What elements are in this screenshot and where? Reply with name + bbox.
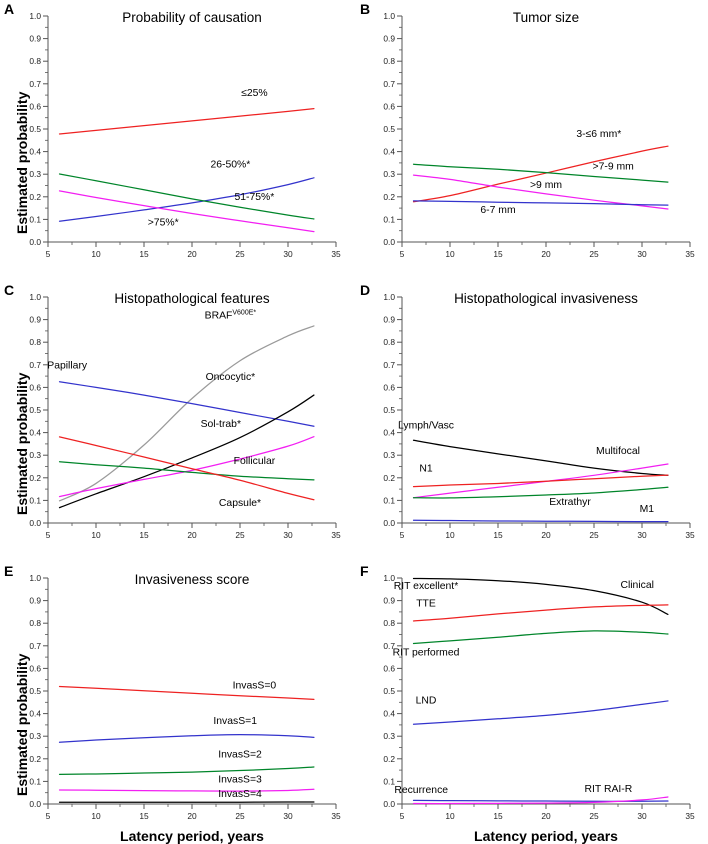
x-tick-label: 10 xyxy=(445,530,455,540)
x-tick-label: 15 xyxy=(493,249,503,259)
series-label: InvasS=0 xyxy=(233,680,277,691)
y-tick-label: 0.9 xyxy=(383,315,395,325)
panel-letter-f: F xyxy=(360,564,369,578)
y-tick-label: 1.0 xyxy=(383,573,395,583)
y-tick-label: 0.7 xyxy=(29,641,41,651)
y-tick-label: 0.8 xyxy=(29,337,41,347)
y-tick-label: 0.3 xyxy=(383,169,395,179)
x-tick-label: 10 xyxy=(445,811,455,821)
axes xyxy=(383,11,695,259)
x-tick-label: 20 xyxy=(187,249,197,259)
series-b-3 xyxy=(414,201,668,216)
x-tick-label: 20 xyxy=(541,530,551,540)
x-tick-label: 30 xyxy=(283,530,293,540)
series-line xyxy=(60,178,314,221)
x-tick-label: 5 xyxy=(400,530,405,540)
y-tick-label: 0.4 xyxy=(29,147,41,157)
y-tick-label: 0.6 xyxy=(383,101,395,111)
plot-title-d: Histopathological invasiveness xyxy=(402,291,690,306)
y-tick-label: 1.0 xyxy=(29,292,41,302)
series-label: Extrathyr xyxy=(549,497,591,508)
series-line xyxy=(414,201,668,205)
plot-area-e xyxy=(0,562,354,843)
y-tick-label: 0.1 xyxy=(29,776,41,786)
y-tick-label: 0.5 xyxy=(383,405,395,415)
x-tick-label: 10 xyxy=(445,249,455,259)
series-label: Follicular xyxy=(234,456,276,467)
y-tick-label: 0.4 xyxy=(383,709,395,719)
x-tick-label: 5 xyxy=(46,530,51,540)
series-line xyxy=(414,520,668,521)
plot-area-d xyxy=(354,281,708,562)
series-line xyxy=(60,767,314,774)
series-line xyxy=(414,701,668,724)
series-label: Papillary xyxy=(47,361,88,372)
x-tick-label: 35 xyxy=(331,249,341,259)
series-label: InvasS=3 xyxy=(218,774,262,785)
axes xyxy=(29,11,341,259)
series-label: >9 mm xyxy=(530,180,562,191)
x-tick-label: 25 xyxy=(235,530,245,540)
x-tick-label: 5 xyxy=(46,249,51,259)
y-tick-label: 0.1 xyxy=(383,776,395,786)
x-tick-label: 25 xyxy=(589,530,599,540)
series-c-2 xyxy=(60,372,314,507)
y-tick-label: 0.7 xyxy=(383,79,395,89)
y-tick-label: 0.3 xyxy=(29,169,41,179)
series-d-3 xyxy=(414,487,668,508)
series-label: >7-9 mm xyxy=(593,162,634,173)
series-c-1 xyxy=(47,361,314,427)
series-line xyxy=(60,735,314,743)
series-line xyxy=(414,605,668,621)
y-tick-label: 0.5 xyxy=(383,686,395,696)
plot-title-b: Tumor size xyxy=(402,10,690,25)
series-line xyxy=(60,109,314,134)
y-tick-label: 0.5 xyxy=(29,405,41,415)
y-tick-label: 1.0 xyxy=(29,573,41,583)
x-tick-label: 15 xyxy=(493,811,503,821)
x-axis-label: Latency period, years xyxy=(48,828,336,844)
y-tick-label: 0.1 xyxy=(383,214,395,224)
series-label: Capsule* xyxy=(219,498,261,509)
series-label: >75%* xyxy=(148,218,179,229)
y-tick-label: 0.9 xyxy=(29,315,41,325)
y-tick-label: 0.3 xyxy=(383,731,395,741)
panel-e xyxy=(0,562,354,843)
series-a-3 xyxy=(60,191,314,232)
x-tick-label: 35 xyxy=(685,249,695,259)
x-tick-label: 15 xyxy=(139,249,149,259)
y-tick-label: 0.8 xyxy=(383,56,395,66)
x-tick-label: 30 xyxy=(637,530,647,540)
y-tick-label: 0.2 xyxy=(29,192,41,202)
series-f-2 xyxy=(393,631,668,659)
series-c-5 xyxy=(60,437,314,509)
series-e-1 xyxy=(60,716,314,742)
series-line xyxy=(60,437,314,500)
x-tick-label: 30 xyxy=(637,249,647,259)
series-e-2 xyxy=(60,750,314,775)
y-tick-label: 0.7 xyxy=(383,360,395,370)
series-label: RIT excellent* xyxy=(394,581,459,592)
series-label: InvasS=1 xyxy=(213,716,257,727)
y-tick-label: 1.0 xyxy=(383,11,395,21)
x-tick-label: 30 xyxy=(283,249,293,259)
series-label: 51-75%* xyxy=(234,192,274,203)
series-label: M1 xyxy=(640,504,655,515)
plot-title-a: Probability of causation xyxy=(48,10,336,25)
x-tick-label: 35 xyxy=(331,530,341,540)
x-tick-label: 35 xyxy=(685,811,695,821)
y-tick-label: 1.0 xyxy=(383,292,395,302)
y-tick-label: 0.6 xyxy=(29,663,41,673)
y-tick-label: 0.8 xyxy=(383,618,395,628)
y-tick-label: 0.2 xyxy=(383,754,395,764)
series-a-1 xyxy=(60,159,314,221)
series-f-3 xyxy=(414,695,668,724)
series-a-0 xyxy=(60,88,314,134)
series-line xyxy=(60,191,314,232)
series-label: Multifocal xyxy=(596,446,640,457)
x-tick-label: 15 xyxy=(139,530,149,540)
plot-title-f: Clinical xyxy=(620,580,654,591)
plot-title-e: Invasiveness score xyxy=(48,572,336,587)
y-tick-label: 0.1 xyxy=(29,495,41,505)
x-tick-label: 35 xyxy=(685,530,695,540)
y-tick-label: 0.5 xyxy=(29,124,41,134)
panel-d xyxy=(354,281,708,562)
panel-f xyxy=(354,562,708,843)
y-tick-label: 0.8 xyxy=(29,56,41,66)
y-tick-label: 0.9 xyxy=(383,596,395,606)
series-d-2 xyxy=(414,463,668,486)
series-line xyxy=(414,631,668,644)
series-line xyxy=(60,789,314,791)
series-label: RIT performed xyxy=(393,648,460,659)
series-label: ≤25% xyxy=(241,88,268,99)
series-label: LND xyxy=(416,695,437,706)
x-tick-label: 35 xyxy=(331,811,341,821)
y-axis-label: Estimated probability xyxy=(14,92,30,234)
x-tick-label: 5 xyxy=(400,249,405,259)
series-label: TTE xyxy=(416,599,436,610)
y-tick-label: 0.3 xyxy=(29,450,41,460)
x-tick-label: 10 xyxy=(91,249,101,259)
x-tick-label: 10 xyxy=(91,811,101,821)
x-tick-label: 25 xyxy=(235,811,245,821)
panel-letter-c: C xyxy=(4,283,14,297)
y-tick-label: 0.7 xyxy=(29,79,41,89)
y-tick-label: 0.1 xyxy=(383,495,395,505)
y-tick-label: 1.0 xyxy=(29,11,41,21)
series-f-1 xyxy=(414,599,668,621)
plot-title-c: Histopathological features xyxy=(48,291,336,306)
axes xyxy=(29,573,341,821)
y-tick-label: 0.4 xyxy=(29,428,41,438)
x-tick-label: 20 xyxy=(541,249,551,259)
series-label: Recurrence xyxy=(394,785,448,796)
y-axis-label: Estimated probability xyxy=(14,654,30,796)
panel-letter-d: D xyxy=(360,283,370,297)
series-d-4 xyxy=(414,504,668,522)
panel-letter-a: A xyxy=(4,2,14,16)
x-tick-label: 15 xyxy=(139,811,149,821)
axes xyxy=(29,292,341,540)
x-tick-label: 10 xyxy=(91,530,101,540)
series-label: RIT RAI-R xyxy=(585,784,633,795)
plot-area-c xyxy=(0,281,354,562)
y-tick-label: 0.5 xyxy=(383,124,395,134)
series-label: 6-7 mm xyxy=(480,205,515,216)
x-tick-label: 15 xyxy=(493,530,503,540)
x-tick-label: 25 xyxy=(235,249,245,259)
panel-c xyxy=(0,281,354,562)
series-c-3 xyxy=(60,419,314,497)
series-label: 3-≤6 mm* xyxy=(576,129,621,140)
panel-letter-e: E xyxy=(4,564,13,578)
x-tick-label: 20 xyxy=(187,811,197,821)
y-tick-label: 0.7 xyxy=(29,360,41,370)
x-tick-label: 25 xyxy=(589,811,599,821)
x-tick-label: 30 xyxy=(637,811,647,821)
series-label: InvasS=2 xyxy=(218,750,262,761)
x-tick-label: 5 xyxy=(46,811,51,821)
series-label: Lymph/Vasc xyxy=(398,421,454,432)
series-label: 26-50%* xyxy=(210,159,250,170)
y-tick-label: 0.9 xyxy=(29,596,41,606)
y-tick-label: 0.0 xyxy=(383,237,395,247)
panel-a xyxy=(0,0,354,281)
y-tick-label: 0.9 xyxy=(29,34,41,44)
y-tick-label: 0.2 xyxy=(29,473,41,483)
series-label: N1 xyxy=(419,463,433,474)
y-axis-label: Estimated probability xyxy=(14,373,30,515)
plot-area-a xyxy=(0,0,354,281)
y-tick-label: 0.6 xyxy=(29,382,41,392)
y-tick-label: 0.0 xyxy=(29,518,41,528)
plot-area-b xyxy=(354,0,708,281)
x-tick-label: 20 xyxy=(541,811,551,821)
y-tick-label: 0.1 xyxy=(29,214,41,224)
series-label: $BRAF^{V600E*}$ xyxy=(205,309,257,321)
x-tick-label: 30 xyxy=(283,811,293,821)
y-tick-label: 0.8 xyxy=(383,337,395,347)
y-tick-label: 0.6 xyxy=(383,663,395,673)
x-tick-label: 5 xyxy=(400,811,405,821)
series-line xyxy=(60,395,314,508)
y-tick-label: 0.5 xyxy=(29,686,41,696)
series-label: Sol-trab* xyxy=(201,419,241,430)
y-tick-label: 0.3 xyxy=(383,450,395,460)
y-tick-label: 0.4 xyxy=(383,147,395,157)
y-tick-label: 0.4 xyxy=(383,428,395,438)
y-tick-label: 0.4 xyxy=(29,709,41,719)
plot-area-f xyxy=(354,562,708,843)
y-tick-label: 0.0 xyxy=(29,237,41,247)
x-axis-label: Latency period, years xyxy=(402,828,690,844)
series-line xyxy=(60,326,314,501)
y-tick-label: 0.0 xyxy=(383,518,395,528)
y-tick-label: 0.0 xyxy=(29,799,41,809)
x-tick-label: 25 xyxy=(589,249,599,259)
series-line xyxy=(414,475,668,487)
series-e-3 xyxy=(60,774,314,791)
x-tick-label: 20 xyxy=(187,530,197,540)
y-tick-label: 0.8 xyxy=(29,618,41,628)
y-tick-label: 0.6 xyxy=(383,382,395,392)
y-tick-label: 0.2 xyxy=(29,754,41,764)
panel-b xyxy=(354,0,708,281)
y-tick-label: 0.2 xyxy=(383,473,395,483)
y-tick-label: 0.0 xyxy=(383,799,395,809)
y-tick-label: 0.9 xyxy=(383,34,395,44)
y-tick-label: 0.2 xyxy=(383,192,395,202)
series-label: InvasS=4 xyxy=(218,789,262,800)
y-tick-label: 0.3 xyxy=(29,731,41,741)
panel-letter-b: B xyxy=(360,2,370,16)
axes xyxy=(383,292,695,540)
y-tick-label: 0.6 xyxy=(29,101,41,111)
series-e-0 xyxy=(60,680,314,699)
series-label: Oncocytic* xyxy=(206,372,256,383)
y-tick-label: 0.7 xyxy=(383,641,395,651)
